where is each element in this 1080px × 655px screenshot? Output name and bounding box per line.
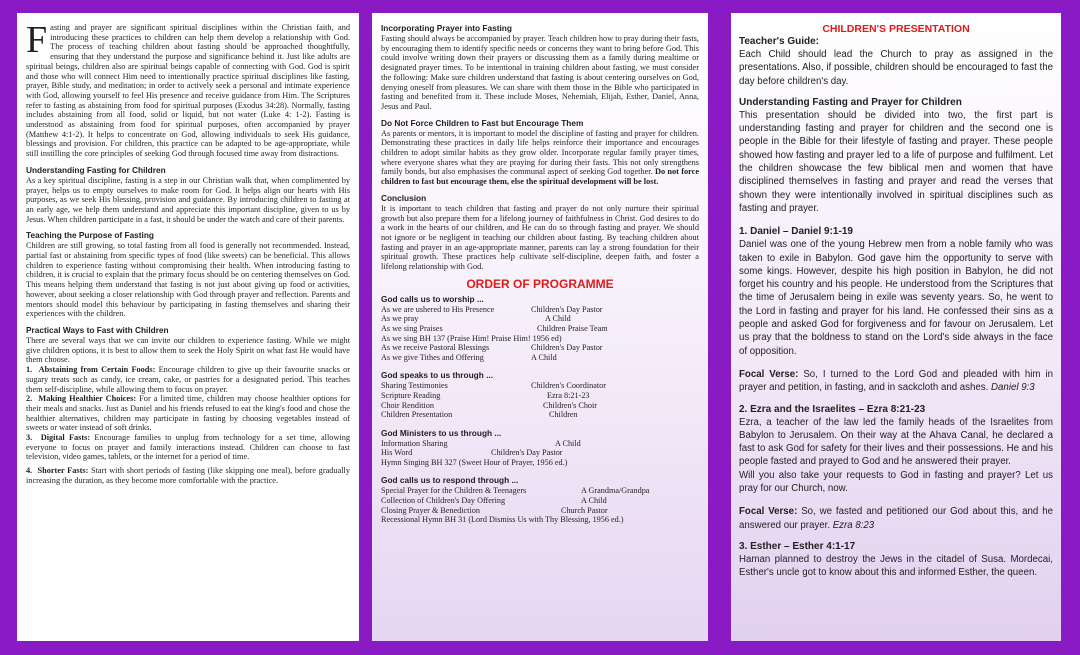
programme-row: As we pray A Child [381, 314, 571, 324]
section-body: As parents or mentors, it is important to model the discipline of fasting and prayer for children. Demonstrating these practices in daily life helps reinforce their importance and encourages children to adopt similar habits as they grow older. Incorporate regular family prayer times, where everyone shares what they are praying for during their fasts. This not only strengthens family bonds, but also emphasises the communal aspect of seeking God together. Do not force children to fast but encourage them, else the spiritual development will be lost. [381, 128, 700, 187]
section-body: Children are still growing, so total fasting from all food is generally not recommended. Instead, partial fast or abstaining from specific types of food (like sweets) can be beneficial. This allows children to experience fasting without compromising their health. When introducing fasting to children, it is crucial to explain that the primary focus should be on centering themselves on God. This means helping them understand that fasting is not just about giving up food or activities, however, about seeking a closer relationship with God through prayer and reflection. Parents and mentors should model this behaviour by participating in fasting themselves and sharing their experiences with the children. [26, 241, 350, 319]
section-body: Daniel was one of the young Hebrew men from a noble family who was taken to exile in Babylon. God gave him the opportunity to serve with some kings. However, despite his high position in Babylon, he did not forget his country and his people. He understood from the Scriptures that the time of Jerusalem being in exile was seventy years. So, he went to the Lord in fasting and prayer for his land. He confessed their sins as a people and asked God for forgiveness and for favour on Jerusalem. Let us pray that the boldness to stand on the Lord's side always in the face of opposition. [739, 239, 1053, 357]
section-body: Will you also take your requests to God in fasting and prayer? Let us pray for our Church, now. [739, 469, 1053, 495]
section-body: This presentation should be divided into two, the first part is understanding fasting and prayer for children and the second one is people in the Bible for their lifestyle of fasting and prayer. These people showed how fasting and prayer led to a life of purpose and fulfilment. Let the children showcase the few biblical men and women that have disciplined themselves in fasting and prayer and read the verses that shown they were intentionally involved in spiritual disciplines such as fasting and prayer. [739, 109, 1053, 214]
list-item: 1. Abstaining from Certain Foods: Encourage children to give up their favourite snacks or sugary treats such as candy, ice cream, cake, or pastries for a designated period. This teaches them self-discipline, while allowing them to focus on prayer. [26, 365, 350, 394]
programme-row: As we sing BH 137 (Praise Him! Praise Him! 1956 ed) [381, 333, 562, 343]
drop-cap: F [26, 19, 48, 61]
left-panel [17, 13, 359, 641]
section-heading: Understanding Fasting for Children [26, 164, 166, 175]
focal-verse: Focal Verse: So, we fasted and petitioned our God about this, and he answered our prayer. Ezra 8:23 [739, 506, 1053, 531]
section-heading: Incorporating Prayer into Fasting [381, 23, 512, 33]
section-body: As a key spiritual discipline, fasting is a step in our Christian walk that, when complimented by prayer, helps us to empty ourselves to make room for God. It helps align our hearts with His purposes, as we seek His blessing, provision and guidance. By introducing children to fasting at an early age, we help them understand and appreciate this important discipline, given to us by Jesus. When children participate in a fast, it should be under the watch and care of their parents. [26, 175, 350, 224]
fasting-ways-list [26, 365, 350, 485]
programme-row: As we are ushered to His Presence Children's Day Pastor [381, 304, 603, 314]
right-panel [731, 13, 1061, 641]
programme-row: As we give Tithes and Offering A Child [381, 352, 557, 362]
programme-row: As we receive Pastoral Blessings Children's Day Pastor [381, 343, 603, 353]
programme-row: Collection of Children's Day Offering A Child [381, 496, 607, 506]
section-heading: 1. Daniel – Daniel 9:1-19 [739, 226, 853, 238]
section-body: Fasting should always be accompanied by prayer. Teach children how to pray during their fasts, by encouraging them to identify specific needs or concerns they want to bring before God. This could involve writing down their prayers or discussing them as a family during mealtime or designated prayer times. To be intentional in training children about fasting, we must consider the following: Make sure children understand that fasting is about centering ourselves on God, denying oneself from pleasures. We can share with them those in the Bible who participated in fasting and benefited from it. These include Moses, Nehemiah, Elijah, Esther, Daniel, Anna, Jesus and Paul. [381, 34, 699, 111]
programme-row: Closing Prayer & Benediction Church Pastor [381, 505, 608, 515]
section-body: Haman planned to destroy the Jews in the citadel of Susa. Mordecai, Esther's uncle got to know about this and informed Esther, the queen. [739, 553, 1053, 579]
programme-group [381, 428, 699, 468]
list-item: 2. Making Healthier Choices: For a limited time, children may choose healthier options for their meals and snacks. Just as Daniel and his friends refused to eat the king's food and chose the healthier alternatives, children may participate in fasting by choosing vegetables instead of sweets or water instead of soft drinks. [26, 394, 351, 433]
section-heading: Conclusion [381, 192, 427, 203]
presentation-title: CHILDREN'S PRESENTATION [822, 23, 970, 35]
programme-title: ORDER OF PROGRAMME [466, 276, 614, 291]
programme-row: Scripture Reading Ezra 8:21-23 [381, 390, 590, 400]
section-heading: Practical Ways to Fast with Children [26, 324, 169, 335]
focal-verse: Focal Verse: So, I turned to the Lord God and pleaded with him in prayer and petition, in fasting, and in sackcloth and ashes. Daniel 9:3 [739, 368, 1053, 394]
section-heading: Understanding Fasting and Prayer for Children [739, 96, 962, 108]
section-heading: Teacher's Guide: [739, 36, 819, 47]
programme-row: Sharing Testimonies Children's Coordinator [381, 381, 606, 391]
programme-row: His Word Children's Day Pastor [381, 448, 563, 458]
section-body: It is important to teach children that fasting and prayer do not only nurture their spiritual growth but also prepare them for a lifelong journey of faithfulness in Christ. God desires to do a work in the hearts of our children, and He can do so through fasting and prayer. We should not ignore or be negligent in teaching our children about fasting. By teaching children about fasting and prayer in an age-appropriate manner, parents can lay a strong foundation for their spiritual growth. These practices help cultivate self-discipline, deepen faith, and foster a lifelong relationship with God. [381, 203, 699, 272]
section-body: Each Child should lead the Church to pray as assigned in the presentations. Also, if possible, children should be encouraged to fast the day before children's day. [739, 49, 1053, 87]
programme-row: Choir Rendition Children's Choir [381, 400, 598, 410]
programme-group-heading: God calls us to worship ... [381, 293, 484, 304]
section-heading: 2. Ezra and the Israelites – Ezra 8:21-23 [739, 403, 926, 415]
programme-row: Hymn Singing BH 327 (Sweet Hour of Prayer, 1956 ed.) [381, 457, 568, 467]
programme-group-heading: God calls us to respond through ... [381, 475, 519, 486]
programme-group-heading: God speaks to us through ... [381, 370, 494, 381]
programme-group-heading: God Ministers to us through ... [381, 427, 502, 438]
programme-row: Information Sharing A Child [381, 438, 581, 448]
section-body: There are several ways that we can invite our children to experience fasting. While we might give children options, it is best to allow them to seek the Holy Spirit on what fast He would have them choose. [26, 335, 350, 365]
programme-row: Recessional Hymn BH 31 (Lord Dismiss Us with Thy Blessing, 1956 ed.) [381, 515, 624, 525]
programme-row: Children Presentation Children [381, 410, 578, 420]
list-item: 4. Shorter Fasts: Start with short periods of fasting (like skipping one meal), before gradually increasing the duration, as they become more comfortable with the practice. [26, 466, 351, 485]
middle-panel [372, 13, 708, 641]
section-body: Ezra, a teacher of the law led the family heads of the Israelites from Babylon to Jerusalem. On their way at the Ahava Canal, he declared a fast to ask God for safety for their lives and their possessions. He and his people fasted and prayed to God and he answered their prayer. [739, 416, 1053, 468]
section-heading: 3. Esther – Esther 4:1-17 [739, 540, 856, 552]
programme-group [381, 475, 699, 524]
intro-paragraph: Fasting and prayer are significant spiritual disciplines within the Christian faith, and introducing these practices to children can help them develop a relationship with God. The process of teaching children about fasting should be approached thoughtfully, ensuring that they understand the purpose and significance behind it. Just like adults are spiritual beings, children also are spiritual beings capable of connecting with God. God is spirit and those who will connect Him need to intentionally practice spiritual disciplines like fasting, prayer, Bible study, and meditation; in order to actively seek a personal and intimate experience with God, allowing yourself to feel His presence and receive guidance from Him. The Scriptures refer to fasting as abstaining from food for spiritual purposes (Exodus 34:28). Normally, fasting includes abstaining from all food, solid or liquid, but not water (Luke 4: 1-2). Fasting is understood as abstaining from food for spiritual purposes, often accompanied by prayer (Matthew 4:1-2). It helps to concentrate on God, allowing individuals to seek His guidance, blessings and provision. For children, this practice can be adapted to be age-appropriate, while still instilling the core principles of seeking God through focused time away from distractions. [26, 19, 350, 159]
section-heading: Do Not Force Children to Fast but Encourage Them [381, 117, 584, 128]
programme-group [381, 370, 699, 419]
programme-row: As we sing Praises Children Praise Team [381, 323, 608, 333]
list-item: 3. Digital Fasts: Encourage families to unplug from technology for a set time, allowing everyone to focus on prayer and family interactions instead. Children can choose to fast television, video games, tablets, or the internet for a period of time. [26, 433, 350, 462]
section-heading: Teaching the Purpose of Fasting [26, 230, 154, 241]
programme-group [381, 294, 699, 363]
programme-row: Special Prayer for the Children & Teenagers A Grandma/Grandpa [381, 486, 650, 496]
